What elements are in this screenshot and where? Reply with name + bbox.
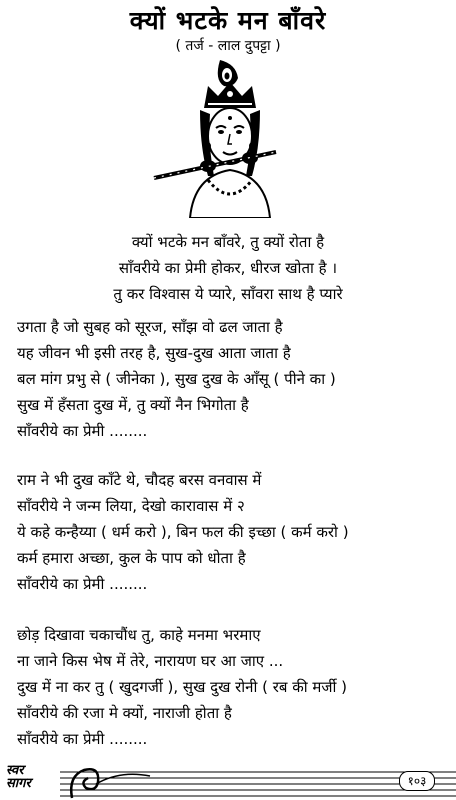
song-tune-subtitle: ( तर्ज - लाल दुपट्टा ) — [175, 38, 281, 54]
verse-2-line-2: साँवरीये ने जन्म लिया, देखो कारावास में २ — [17, 497, 245, 515]
verse-3-refrain: साँवरीये का प्रेमी ........ — [17, 730, 148, 748]
verse-1-line-3: बल मांग प्रभु से ( जीनेका ), सुख दुख के आँसू ( पीने का ) — [17, 370, 336, 388]
verse-3-line-1: छोड़ दिखावा चकाचौंध तु, काहे मनमा भरमाए — [17, 626, 261, 644]
verse-3-line-2: ना जाने किस भेष में तेरे, नारायण घर आ जाए ... — [17, 652, 284, 670]
verse-2-line-1: राम ने भी दुख काँटे थे, चौदह बरस वनवास में — [17, 471, 262, 489]
verse-1-line-4: सुख में हँसता दुख में, तु क्यों नैन भिगोता है — [17, 396, 249, 414]
verse-1-line-1: उगता है जो सुबह को सूरज, साँझ वो ढल जाता है — [17, 318, 283, 336]
verse-2-line-3: ये कहे कन्हैय्या ( धर्म करो ), बिन फल की इच्छा ( कर्म करो ) — [17, 523, 349, 541]
chorus-line-1: क्यों भटके मन बाँवरे, तु क्यों रोता है — [131, 233, 325, 251]
footer-staff-decoration — [0, 762, 456, 800]
verse-3-line-3: दुख में ना कर तु ( खुदगर्जी ), सुख दुख रोनी ( रब की मर्जी ) — [17, 678, 347, 696]
verse-3-line-4: साँवरीये की रजा मे क्यों, नाराजी होता है — [17, 704, 232, 722]
chorus-line-3: तु कर विश्वास ये प्यारे, साँवरा साथ है प्यारे — [113, 285, 343, 303]
verse-2-refrain: साँवरीये का प्रेमी ........ — [17, 575, 148, 593]
chorus-line-2: साँवरीये का प्रेमी होकर, धीरज खोता है । — [118, 259, 338, 277]
brand-logo — [6, 764, 66, 790]
krishna-with-flute-icon — [150, 58, 310, 218]
brand-line-2: सागर — [6, 776, 31, 791]
page-number: १०३ — [399, 771, 435, 791]
song-title: क्यों भटके मन बाँवरे — [129, 6, 327, 35]
verse-1-line-2: यह जीवन भी इसी तरह है, सुख-दुख आता जाता है — [17, 344, 291, 362]
verse-2-line-4: कर्म हमारा अच्छा, कुल के पाप को धोता है — [17, 549, 246, 567]
brand-line-1: स्वर — [6, 763, 24, 778]
verse-1-refrain: साँवरीये का प्रेमी ........ — [17, 422, 148, 440]
